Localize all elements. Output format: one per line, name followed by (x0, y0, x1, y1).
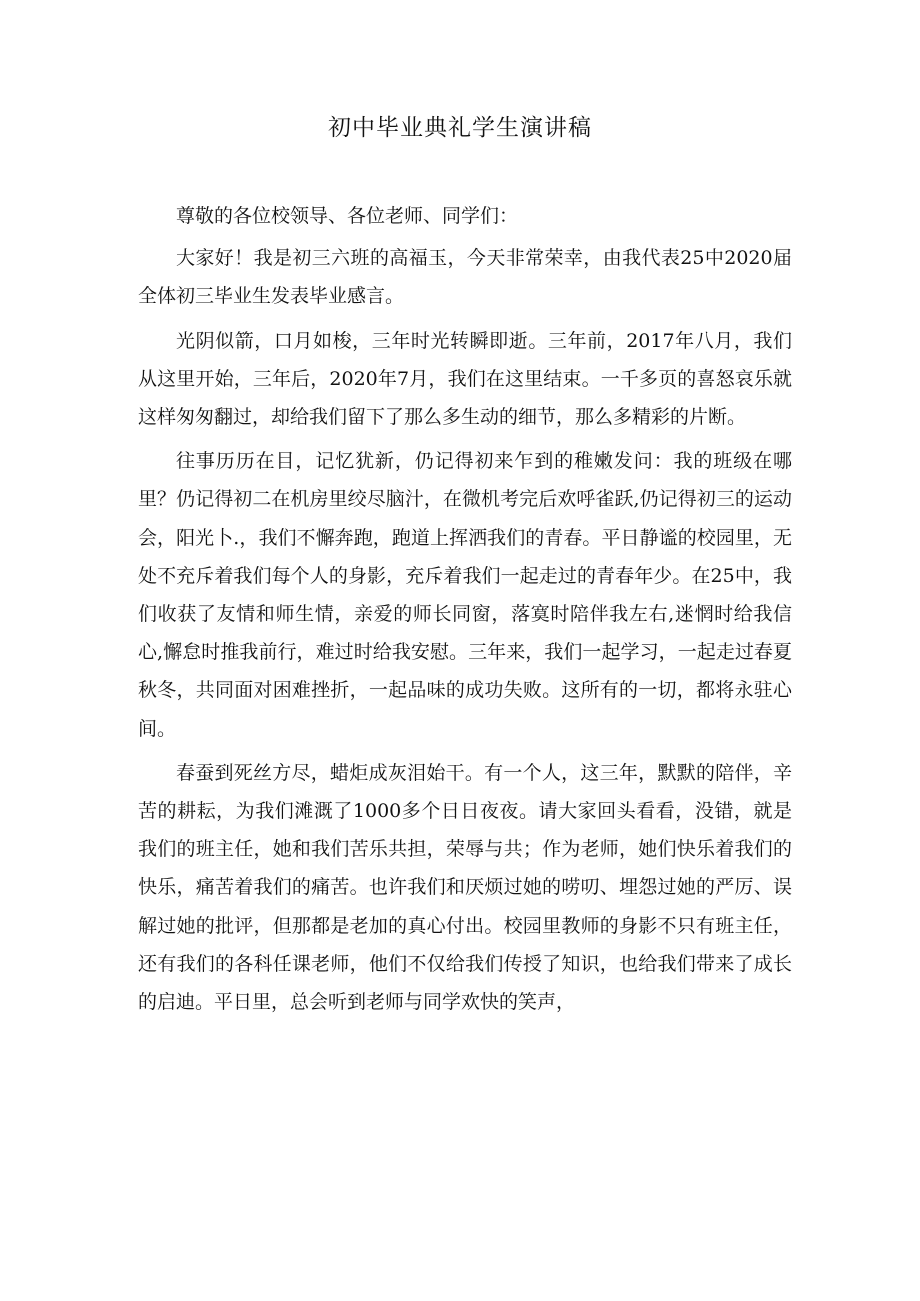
document-title: 初中毕业典礼学生演讲稿 (328, 115, 592, 141)
paragraph-memories: 往事历历在目，记忆犹新，仍记得初来乍到的稚嫩发问：我的班级在哪里？仍记得初二在机房里绞尽脑汁，在微机考完后欢呼雀跃,仍记得初三的运动会，阳光卜.，我们不懈奔跑，跑道上挥洒我们的青春。平日静谧的校园里，无处不充斥着我们每个人的身影，充斥着我们一起走过的青春年少。在25中，我们收获了友情和师生情，亲爱的师长同窗，落寞时陪伴我左右,迷惘时给我信心,懈怠时推我前行，难过时给我安慰。三年来，我们一起学习，一起走过春夏秋冬，共同面对困难挫折，一起品味的成功失败。这所有的一切，都将永驻心间。 (138, 450, 792, 740)
paragraph-teachers: 春蚕到死丝方尽，蜡炬成灰泪始干。有一个人，这三年，默默的陪伴，辛苦的耕耘，为我们滩溉了1000多个日日夜夜。请大家回头看看，没错，就是我们的班主任，她和我们苦乐共担，荣辱与共；作为老师，她们快乐着我们的快乐，痛苦着我们的痛苦。也许我们和厌烦过她的唠叨、埋怨过她的严厉、误解过她的批评，但那都是老加的真心付出。校园里教师的身影不只有班主任，还有我们的各科任课老师，他们不仅给我们传授了知识，也给我们带来了成长的启迪。平日里，总会听到老师与同学欢快的笑声， (138, 761, 792, 1014)
salutation-paragraph: 尊敬的各位校领导、各位老师、同学们： (176, 205, 519, 227)
paragraph-time-passing: 光阴似箭，口月如梭，三年时光转瞬即逝。三年前，2017年八月，我们从这里开始，三年后，2020年7月，我们在这里结束。一千多页的喜怒哀乐就这样匆匆翻过，却给我们留下了那么多生动的细节，那么多精彩的片断。 (138, 329, 792, 429)
paragraph-greeting: 大家好！我是初三六班的高福玉，今天非常荣幸，由我代表25中2020届全体初三毕业生发表毕业感言。 (138, 247, 792, 308)
document-body (138, 197, 792, 1027)
